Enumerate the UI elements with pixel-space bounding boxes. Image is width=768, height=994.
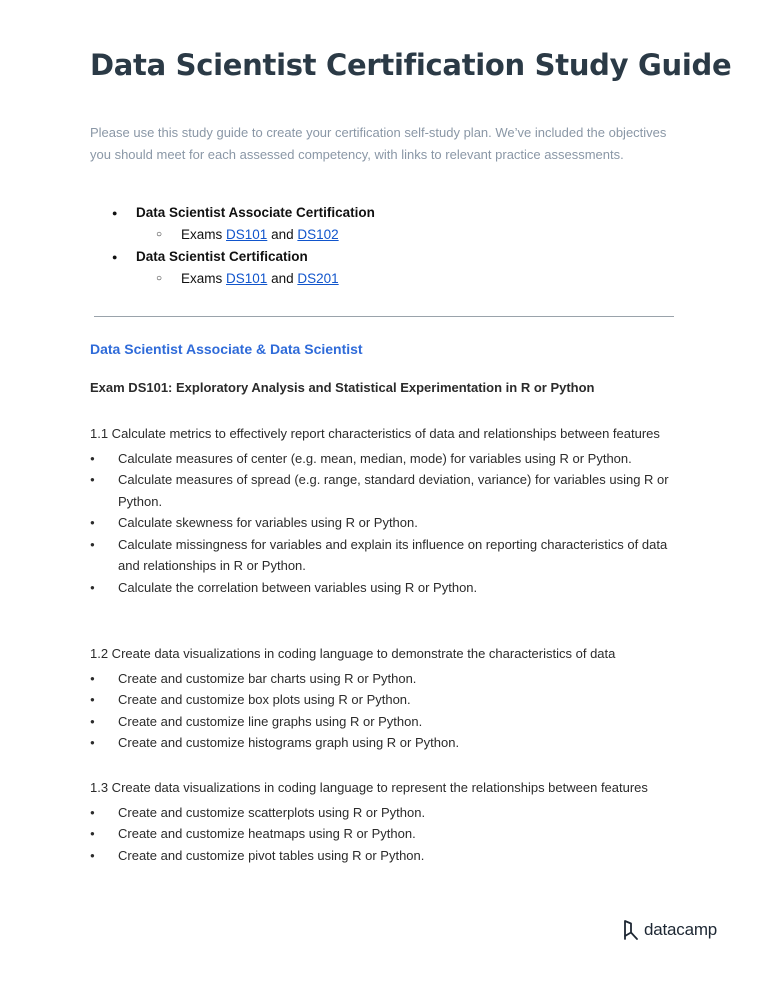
list-item: ● Calculate missingness for variables and explain its influence on reporting characteristics of data and relationships in R or Python. — [90, 534, 690, 577]
datacamp-logo-icon — [622, 919, 640, 941]
logo-text: datacamp — [644, 920, 718, 939]
list-item: ● Calculate measures of spread (e.g. range, standard deviation, variance) for variables using R or Python. — [90, 469, 690, 512]
list-item: ● Create and customize box plots using R or Python. — [90, 689, 690, 711]
list-item: ● Create and customize pivot tables using R or Python. — [90, 845, 690, 867]
certification-exams: ○ Exams DS101 and DS102 — [90, 224, 690, 246]
list-item: ● Calculate skewness for variables using R or Python. — [90, 512, 690, 534]
intro-paragraph: Please use this study guide to create your certification self-study plan. We’ve included the objectives you should meet for each assessed competency, with links to relevant practice assessments. — [90, 125, 667, 162]
list-item: ● Create and customize line graphs using R or Python. — [90, 711, 690, 733]
objective-heading: 1.1 Calculate metrics to effectively report characteristics of data and relationships between features — [90, 426, 660, 441]
certification-item: ● Data Scientist Associate Certification — [90, 202, 690, 224]
objective-heading: 1.3 Create data visualizations in coding language to represent the relationships between features — [90, 780, 648, 795]
exam-link-ds201[interactable]: DS201 — [297, 271, 339, 286]
exam-link-ds101[interactable]: DS101 — [226, 227, 268, 242]
list-item: ● Create and customize bar charts using R or Python. — [90, 668, 690, 690]
exam-link-ds102[interactable]: DS102 — [297, 227, 339, 242]
objective-1-3 — [90, 777, 690, 866]
datacamp-logo — [622, 919, 717, 941]
list-item: ● Calculate the correlation between variables using R or Python. — [90, 577, 690, 599]
list-item: ● Create and customize heatmaps using R or Python. — [90, 823, 690, 845]
exam-link-ds101[interactable]: DS101 — [226, 271, 268, 286]
objective-list — [90, 448, 690, 599]
list-item: ● Calculate measures of center (e.g. mean, median, mode) for variables using R or Python. — [90, 448, 690, 470]
objective-1-1 — [90, 423, 690, 598]
horizontal-divider — [94, 316, 674, 317]
objective-1-2 — [90, 643, 690, 754]
page-title: Data Scientist Certification Study Guide — [90, 48, 732, 82]
list-item: ● Create and customize histograms graph using R or Python. — [90, 732, 690, 754]
objective-list — [90, 668, 690, 754]
certification-exams: ○ Exams DS101 and DS201 — [90, 268, 690, 290]
section-title: Data Scientist Associate & Data Scientist — [90, 341, 363, 357]
objective-heading: 1.2 Create data visualizations in coding language to demonstrate the characteristics of data — [90, 646, 616, 661]
objective-list — [90, 802, 690, 867]
certification-list — [90, 202, 690, 290]
exam-title: Exam DS101: Exploratory Analysis and Statistical Experimentation in R or Python — [90, 380, 595, 395]
certification-item: ● Data Scientist Certification — [90, 246, 690, 268]
list-item: ● Create and customize scatterplots using R or Python. — [90, 802, 690, 824]
